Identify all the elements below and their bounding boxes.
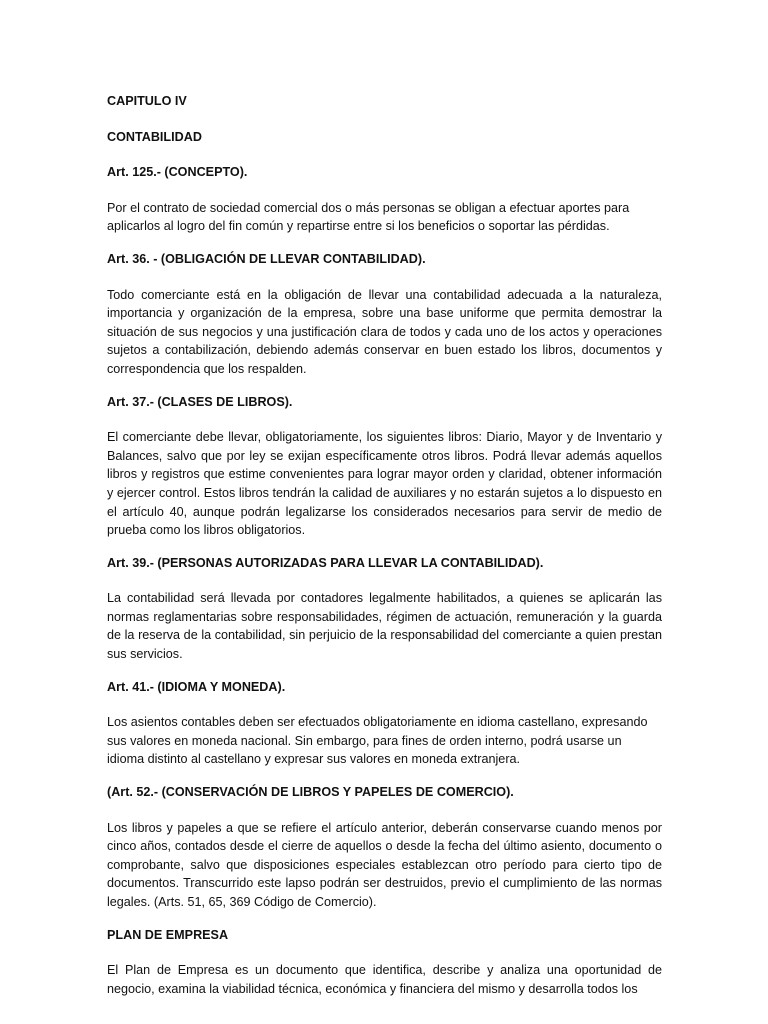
article-37-text: El comerciante debe llevar, obligatoriamente, los siguientes libros: Diario, Mayor y de Inventario y Balances, salvo que por ley se exijan específicamente otros libros. Podrá llevar además aquellos libros y registros que estime convenientes para lograr mayor orden y claridad, obtener información y ejercer control. Estos libros tendrán la calidad de auxiliares y no estarán sujetos a lo dispuesto en el artículo 40, aunque podrán legalizarse los considerados necesarios para servir de medio de prueba como los libros obligatorios. — [107, 430, 662, 538]
article-39-heading: Art. 39.- (PERSONAS AUTORIZADAS PARA LLEVAR LA CONTABILIDAD). — [107, 555, 544, 570]
article-125-text: Por el contrato de sociedad comercial dos o más personas se obligan a efectuar aportes para aplicarlos al logro del fin común y repartirse entre si los beneficios o soportar las pérdidas. — [107, 200, 630, 234]
article-36-heading: Art. 36. - (OBLIGACIÓN DE LLEVAR CONTABILIDAD). — [107, 251, 426, 266]
article-41-heading: Art. 41.- (IDIOMA Y MONEDA). — [107, 679, 286, 694]
article-52-heading: (Art. 52.- (CONSERVACIÓN DE LIBROS Y PAPELES DE COMERCIO). — [107, 785, 514, 800]
document-body — [107, 92, 662, 1012]
chapter-heading: CAPITULO IV — [107, 94, 187, 108]
article-36-text: Todo comerciante está en la obligación de llevar una contabilidad adecuada a la naturaleza, importancia y organización de la empresa, sobre una base uniforme que permita demostrar la situación de sus negocios y una justificación clara de todos y cada uno de los actos y operaciones sujetos a contabilización, debiendo además conservar en buen estado los libros, documentos y correspondencia que los respalden. — [107, 287, 662, 376]
plan-de-empresa-heading: PLAN DE EMPRESA — [107, 927, 229, 942]
article-125-heading: Art. 125.- (CONCEPTO). — [107, 165, 248, 180]
article-52-text: Los libros y papeles a que se refiere el artículo anterior, deberán conservarse cuando menos por cinco años, contados desde el cierre de aquellos o desde la fecha del último asiento, documento o comprobante, salvo que disposiciones especiales establezcan otro período para cierto tipo de documentos. Transcurrido este lapso podrán ser destruidos, previo el cumplimiento de las normas legales. (Arts. 51, 65, 369 Código de Comercio). — [107, 820, 662, 909]
article-37-heading: Art. 37.- (CLASES DE LIBROS). — [107, 394, 293, 409]
plan-de-empresa-text: El Plan de Empresa es un documento que identifica, describe y analiza una oportunidad de negocio, examina la viabilidad técnica, económica y financiera del mismo y desarrolla todos los — [107, 963, 662, 996]
article-39-text: La contabilidad será llevada por contadores legalmente habilitados, a quienes se aplicarán las normas reglamentarias sobre responsabilidades, régimen de actuación, remuneración y la guarda de la reserva de la contabilidad, sin perjuicio de la responsabilidad del comerciante a quien prestan sus servicios. — [107, 591, 662, 662]
article-41-text: Los asientos contables deben ser efectuados obligatoriamente en idioma castellano, expresando sus valores en moneda nacional. Sin embargo, para fines de orden interno, podrá usarse un idioma distinto al castellano y expresar sus valores en moneda extranjera. — [107, 715, 648, 767]
document-title: CONTABILIDAD — [107, 129, 202, 144]
